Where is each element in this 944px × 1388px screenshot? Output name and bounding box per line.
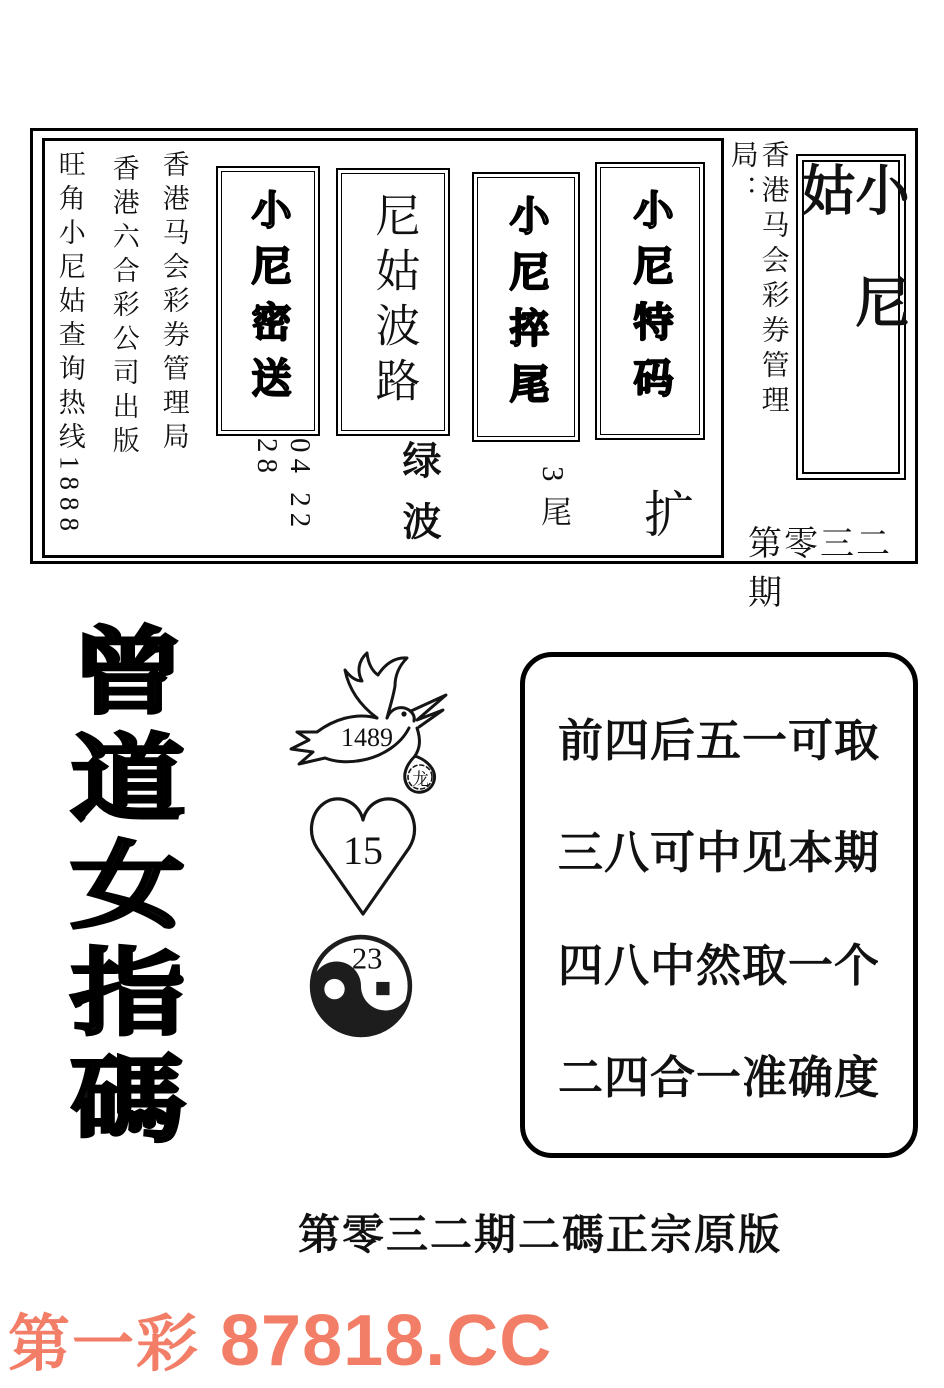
verse-line-3: 四八中然取一个 xyxy=(557,940,880,991)
panel-zuowei xyxy=(472,172,580,442)
panel-bolu-title: 尼姑波路 xyxy=(368,192,419,412)
dove-eye xyxy=(401,711,406,716)
authority-column-left: 香港马会彩券管理局 xyxy=(158,150,189,456)
panel-zuowei-title: 小尼捽尾 xyxy=(504,195,549,419)
bottom-note: 第零三二期二碼正宗原版 xyxy=(298,1213,783,1259)
verse-line-1: 前四后五一可取 xyxy=(557,716,880,767)
heart-number: 15 xyxy=(343,828,383,873)
brand-title: 小尼姑 xyxy=(794,162,908,386)
heart-illustration xyxy=(302,788,424,920)
panel-tema-value: 扩 xyxy=(637,488,693,538)
taiji-number: 23 xyxy=(351,941,383,976)
verse-box xyxy=(520,652,918,1158)
brand-box-inner xyxy=(794,160,908,474)
panel-tema xyxy=(595,162,705,440)
footer-site-url: 87818.CC xyxy=(220,1301,553,1381)
dove-number: 1489 xyxy=(341,723,393,752)
publisher-column: 香港六合彩公司出版 xyxy=(108,154,139,460)
hotline-column: 旺角小尼姑查询热线1888 xyxy=(54,150,85,538)
taiji-white-eye xyxy=(324,979,344,999)
brand-box xyxy=(796,154,906,480)
panel-zuowei-value: 3尾 xyxy=(536,465,571,541)
main-vertical-title: 曾道女指碼 xyxy=(53,622,183,1157)
site-footer xyxy=(8,1294,552,1383)
authority-column-right: 香港马会彩券管理局： xyxy=(726,140,789,420)
panel-misong xyxy=(216,166,320,436)
taiji-dark-eye xyxy=(376,982,389,995)
issue-number: 第零三二期 xyxy=(748,526,892,612)
panel-misong-value: 04 22 28 xyxy=(251,438,316,534)
dove-illustration xyxy=(283,648,451,800)
verse-line-2: 三八可中见本期 xyxy=(557,828,880,879)
panel-bolu xyxy=(336,168,450,436)
panel-misong-title: 小尼密送 xyxy=(246,189,291,413)
panel-bolu-value: 绿波 xyxy=(397,440,440,562)
verse-line-4: 二四合一准确度 xyxy=(557,1052,880,1103)
dove-pendant-label: 龙 xyxy=(412,770,429,789)
footer-brand: 第一彩 xyxy=(8,1310,201,1379)
taiji-illustration xyxy=(305,932,417,1040)
panel-tema-title: 小尼特码 xyxy=(628,189,673,413)
